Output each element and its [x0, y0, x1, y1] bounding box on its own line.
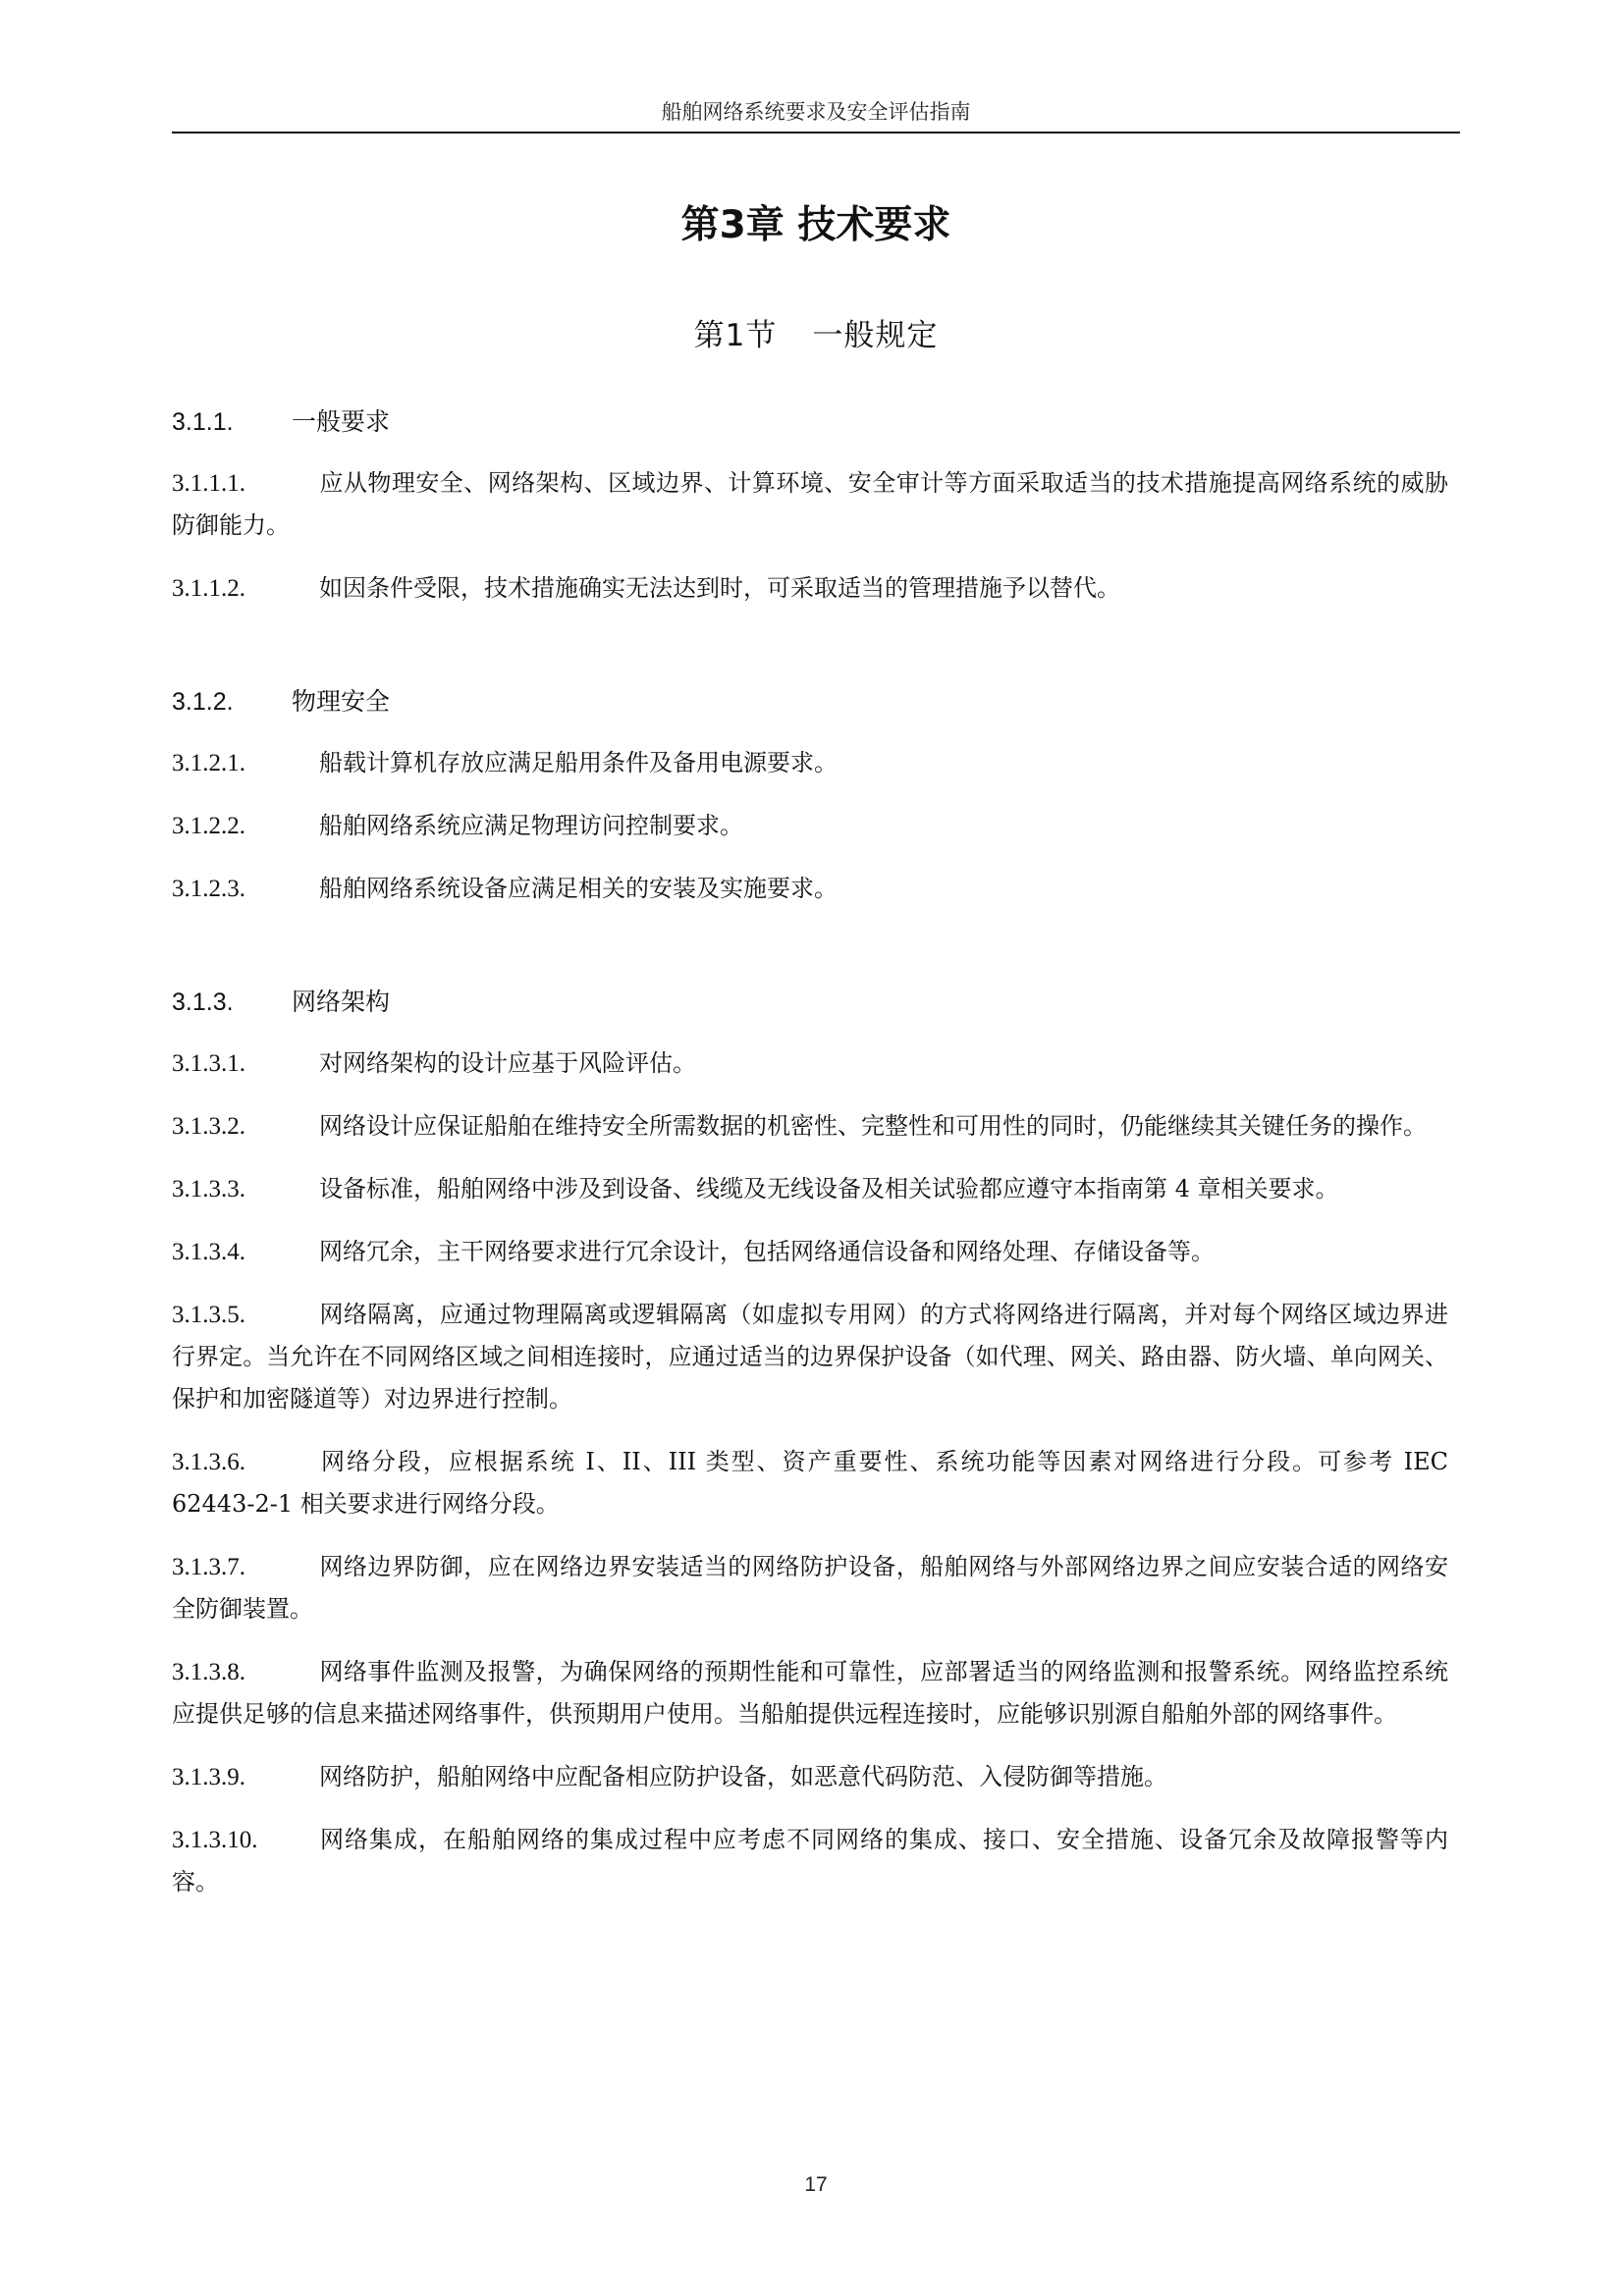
clause	[172, 1819, 1448, 1903]
chapter-title: 第3章 技术要求	[680, 203, 951, 247]
section-name: 一般规定	[812, 318, 939, 353]
clause	[172, 1441, 1448, 1525]
clause-text: 应从物理安全、网络架构、区域边界、计算环境、安全审计等方面采取适当的技术措施提高网络系统的威胁防御能力。	[172, 469, 1448, 539]
clause	[172, 1168, 1448, 1210]
clause-number: 3.1.3.7.	[172, 1554, 245, 1580]
clause-number: 3.1.1.1.	[172, 470, 245, 497]
clause-number: 3.1.3.8.	[172, 1659, 245, 1685]
clause-number: 3.1.2.2.	[172, 813, 245, 839]
clause	[172, 567, 1448, 610]
clause-text: 网络防护，船舶网络中应配备相应防护设备，如恶意代码防范、入侵防御等措施。	[319, 1763, 1167, 1790]
clause	[172, 868, 1448, 910]
clause-text: 如因条件受限，技术措施确实无法达到时，可采取适当的管理措施予以替代。	[319, 574, 1120, 602]
clause-text: 网络边界防御，应在网络边界安装适当的网络防护设备，船舶网络与外部网络边界之间应安装合适的网络安全防御装置。	[172, 1553, 1448, 1623]
clause	[172, 1651, 1448, 1735]
subsection-title: 一般要求	[292, 408, 391, 436]
header-rule	[172, 132, 1460, 133]
clause-number: 3.1.3.9.	[172, 1764, 245, 1790]
section-number: 第1节	[693, 318, 778, 353]
page-number: 17	[804, 2173, 828, 2196]
clause-number: 3.1.2.1.	[172, 750, 245, 776]
clause-number: 3.1.3.3.	[172, 1176, 245, 1202]
running-header: 船舶网络系统要求及安全评估指南	[661, 100, 971, 124]
subsection-number: 3.1.2.	[172, 688, 234, 716]
clause-number: 3.1.3.1.	[172, 1050, 245, 1077]
subsection-number: 3.1.3.	[172, 988, 234, 1016]
clause-text: 网络设计应保证船舶在维持安全所需数据的机密性、完整性和可用性的同时，仍能继续其关键任务的操作。	[319, 1112, 1427, 1140]
clause-text: 船载计算机存放应满足船用条件及备用电源要求。	[319, 749, 838, 776]
clause	[172, 1105, 1448, 1148]
clause-text: 对网络架构的设计应基于风险评估。	[319, 1049, 696, 1077]
clause	[172, 462, 1448, 547]
clause-number: 3.1.3.2.	[172, 1113, 245, 1140]
clause	[172, 1042, 1448, 1085]
subsection-heading	[172, 682, 1448, 721]
clause	[172, 1294, 1448, 1420]
document-body	[172, 402, 1448, 1903]
subsection-title: 物理安全	[292, 688, 391, 716]
clause-text: 网络隔离，应通过物理隔离或逻辑隔离（如虚拟专用网）的方式将网络进行隔离，并对每个网络区域边界进行界定。当允许在不同网络区域之间相连接时，应通过适当的边界保护设备（如代理、网关、路由器、防火墙、单向网关、保护和加密隧道等）对边界进行控制。	[172, 1301, 1448, 1413]
clause-text: 网络集成，在船舶网络的集成过程中应考虑不同网络的集成、接口、安全措施、设备冗余及故障报警等内容。	[172, 1826, 1448, 1896]
clause-text: 船舶网络系统应满足物理访问控制要求。	[319, 812, 743, 839]
clause-text: 设备标准，船舶网络中涉及到设备、线缆及无线设备及相关试验都应遵守本指南第 4 章相关要求。	[319, 1175, 1339, 1202]
clause-text: 网络事件监测及报警，为确保网络的预期性能和可靠性，应部署适当的网络监测和报警系统。网络监控系统应提供足够的信息来描述网络事件，供预期用户使用。当船舶提供远程连接时，应能够识别源自船舶外部的网络事件。	[172, 1658, 1448, 1728]
clause	[172, 1756, 1448, 1798]
clause-text: 网络分段，应根据系统 I、II、III 类型、资产重要性、系统功能等因素对网络进行分段。可参考 IEC 62443-2-1 相关要求进行网络分段。	[172, 1448, 1448, 1518]
subsection-title: 网络架构	[292, 988, 391, 1016]
section-title	[172, 310, 1460, 354]
clause	[172, 742, 1448, 784]
clause-text: 船舶网络系统设备应满足相关的安装及实施要求。	[319, 875, 838, 902]
clause	[172, 1546, 1448, 1630]
clause	[172, 805, 1448, 847]
clause-number: 3.1.3.10.	[172, 1827, 258, 1853]
clause-text: 网络冗余，主干网络要求进行冗余设计，包括网络通信设备和网络处理、存储设备等。	[319, 1238, 1215, 1265]
clause-number: 3.1.1.2.	[172, 575, 245, 602]
clause-number: 3.1.2.3.	[172, 876, 245, 902]
subsection-number: 3.1.1.	[172, 408, 234, 436]
clause-number: 3.1.3.6.	[172, 1449, 245, 1475]
clause-number: 3.1.3.4.	[172, 1239, 245, 1265]
clause	[172, 1231, 1448, 1273]
subsection-heading	[172, 983, 1448, 1022]
subsection-heading	[172, 402, 1448, 442]
clause-number: 3.1.3.5.	[172, 1302, 245, 1328]
